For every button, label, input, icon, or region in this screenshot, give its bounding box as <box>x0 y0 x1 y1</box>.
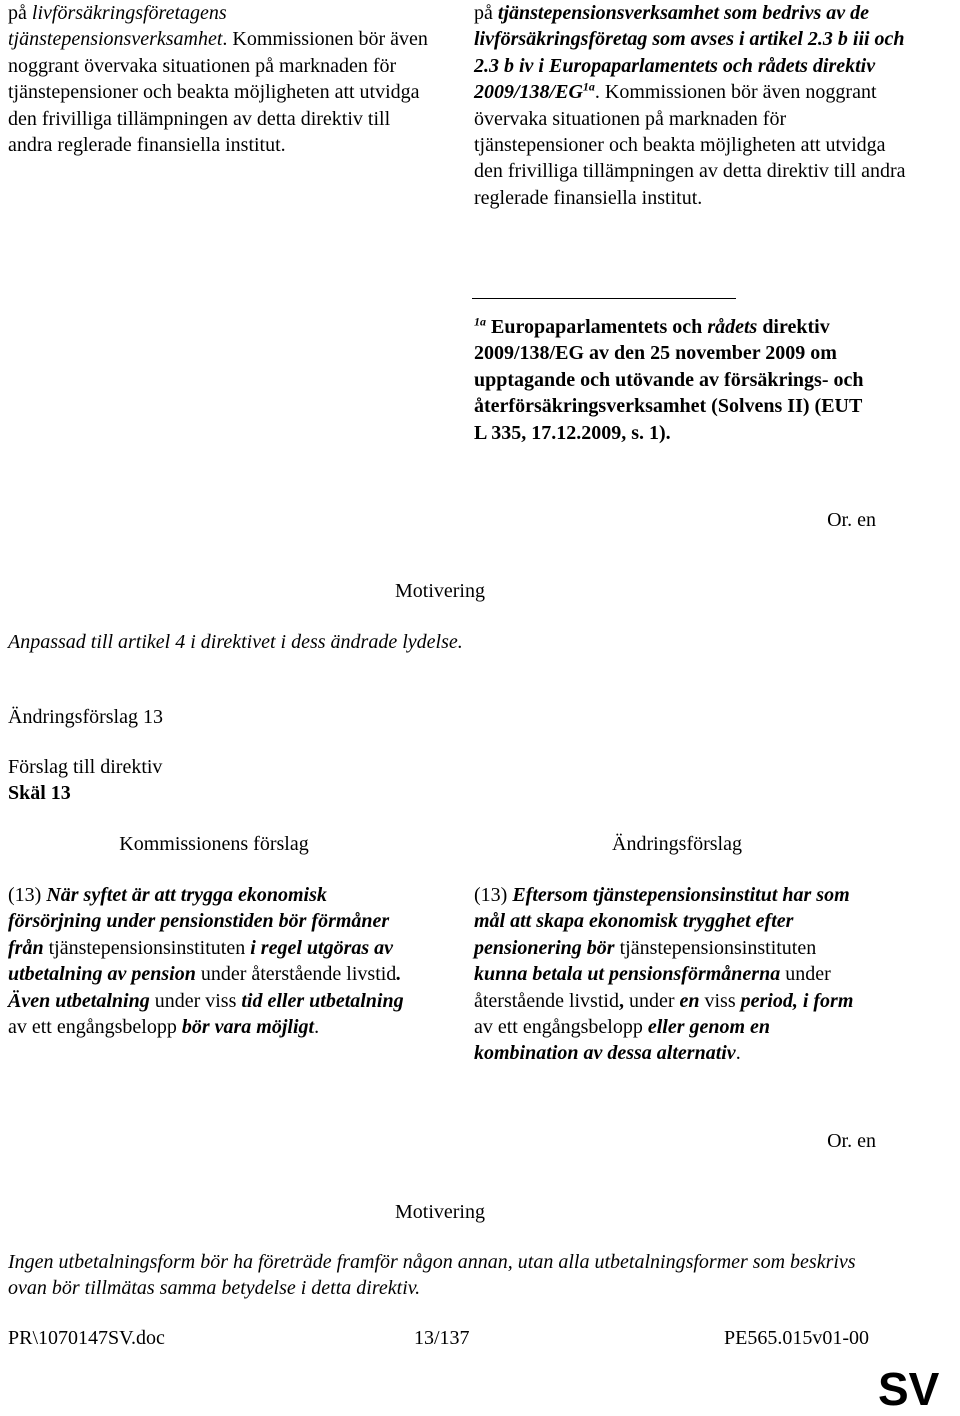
footnote-divider <box>472 298 736 299</box>
footnote: $^{1a}$ Europaparlamentets och rådets direktiv 2009/138/EG av den 25 november 2009 om upptagande och utövande av försäkrings- och återförsäkringsverksamhet (Solvens II) (EUT L 335, 17.12.2009, s. 1). <box>474 314 864 444</box>
footer-page-number: 13/137 <box>414 1327 470 1349</box>
footer-doc-name: PR\1070147SV.doc <box>8 1327 165 1349</box>
motivering-heading-2: Motivering <box>395 1201 485 1223</box>
amendment-text: (13) Eftersom tjänstepensionsinstitut har som mål att skapa ekonomisk trygghet efter pensionering bör tjänstepensionsinstituten kunna betala ut pensionsförmånerna under återstående livstid, under en viss period, i form av ett engångsbelopp eller genom en kombination av dessa alternativ. <box>474 884 854 1065</box>
proposal-line: Förslag till direktiv <box>8 756 163 778</box>
justification-2: Ingen utbetalningsform bör ha företräde framför någon annan, utan alla utbetalningsformer som beskrivs ovan bör tillmätas samma betydelse i detta direktiv. <box>8 1251 856 1300</box>
recital-number: Skäl 13 <box>8 782 71 804</box>
amendment-title: Ändringsförslag 13 <box>8 706 163 728</box>
language-badge: SV <box>878 1363 940 1415</box>
footer-reference: PE565.015v01-00 <box>724 1327 869 1349</box>
justification-1: Anpassad till artikel 4 i direktivet i dess ändrade lydelse. <box>8 631 463 653</box>
original-language-2: Or. en <box>827 1130 876 1152</box>
original-language-1: Or. en <box>827 509 876 531</box>
top-left-text: på livförsäkringsföretagens tjänstepensionsverksamhet. Kommissionen bör även noggrant övervaka situationen på marknaden för tjänstepensioner och beakta möjligheten att utvidga den frivilliga tillämpningen av detta direktiv till andra reglerade finansiella institut. <box>8 2 428 157</box>
column-heading-commission: Kommissionens förslag <box>119 833 309 855</box>
commission-proposal-text: (13) När syftet är att trygga ekonomisk försörjning under pensionstiden bör förmåner från tjänstepensionsinstituten i regel utgöras av utbetalning av pension under återstående livstid. Även utbetalning under viss tid eller utbetalning av ett engångsbelopp bör vara möjligt. <box>8 884 404 1039</box>
motivering-heading-1: Motivering <box>395 580 485 602</box>
column-heading-amendment: Ändringsförslag <box>612 833 742 855</box>
top-right-text: på tjänstepensionsverksamhet som bedrivs av de livförsäkringsföretag som avses i artikel 2.3 b iii och 2.3 b iv i Europaparlamentets och rådets direktiv $2009/138/EG^{1a}$. Kommissionen bör även noggrant övervaka situationen på marknaden för tjänstepensioner och beakta möjligheten att utvidga den frivilliga tillämpningen av detta direktiv till andra reglerade finansiella institut. <box>474 2 906 209</box>
